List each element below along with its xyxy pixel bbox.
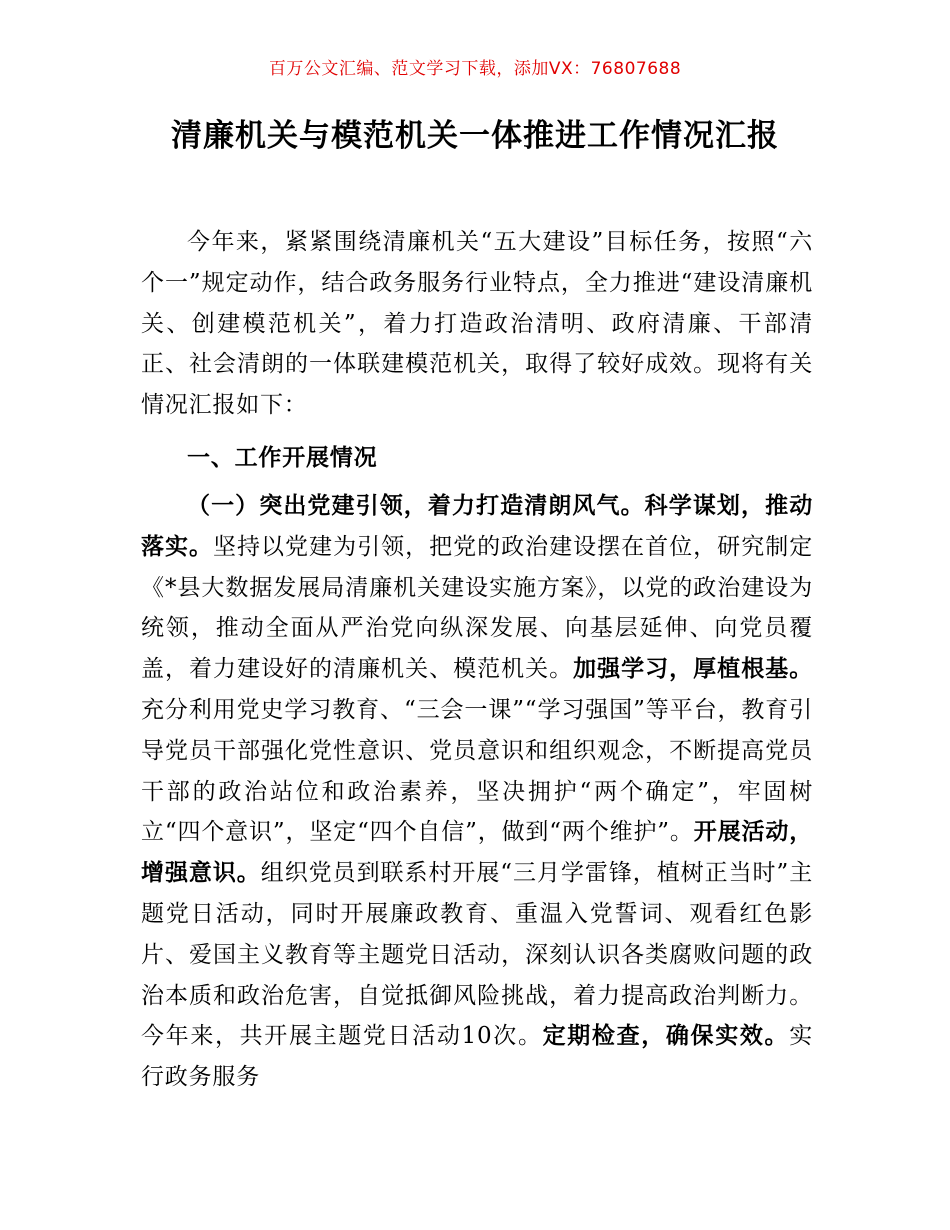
subsection-paragraph (141, 486, 813, 1098)
subsection-heading: （一）突出党建引领，着力打造清朗风气。 (187, 491, 645, 519)
point-text: 实行政务服务 (141, 1023, 814, 1091)
intro-paragraph: 今年来，紧紧围绕清廉机关“五大建设”目标任务，按照“六个一”规定动作，结合政务服务行业特点，全力推进“建设清廉机关、创建模范机关”，着力打造政治清明、政府清廉、干部清正、社会清朗的一体联建模范机关，取得了较好成效。现将有关情况汇报如下： (141, 229, 813, 419)
point-label: 科学谋划，推动落实。 (141, 491, 813, 560)
point-label: 加强学习，厚植根基。 (573, 655, 814, 683)
point-label: 开展活动，增强意识。 (141, 818, 813, 887)
point-text: 充分利用党史学习教育、“三会一课”“学习强国”等平台，教育引导党员干部强化党性意识、党员意识和组织观念，不断提高党员干部的政治站位和政治素养，坚决拥护“两个确定”，牢固树立“四个意识”，坚定“四个自信”，做到“两个维护”。 (141, 696, 813, 846)
point-text: 组织党员到联系村开展“三月学雷锋，植树正当时”主题党日活动，同时开展廉政教育、重温入党誓词、观看红色影片、爱国主义教育等主题党日活动，深刻认识各类腐败问题的政治本质和政治危害，自觉抵御风险挑战，着力提高政治判断力。今年来，共开展主题党日活动10次。 (141, 860, 813, 1050)
point-text: 坚持以党建为引领，把党的政治建设摆在首位，研究制定《*县大数据发展局清廉机关建设实施方案》，以党的政治建设为统领，推动全面从严治党向纵深发展、向基层延伸、向党员覆盖，着力建设好的清廉机关、模范机关。 (141, 533, 814, 683)
document-title: 清廉机关与模范机关一体推进工作情况汇报 (171, 118, 779, 154)
section-heading: 一、工作开展情况 (187, 444, 378, 471)
point-label: 定期检查，确保实效。 (542, 1022, 790, 1050)
header-banner: 百万公文汇编、范文学习下载，添加VX：76807688 (268, 59, 682, 79)
document-body (141, 222, 813, 1098)
